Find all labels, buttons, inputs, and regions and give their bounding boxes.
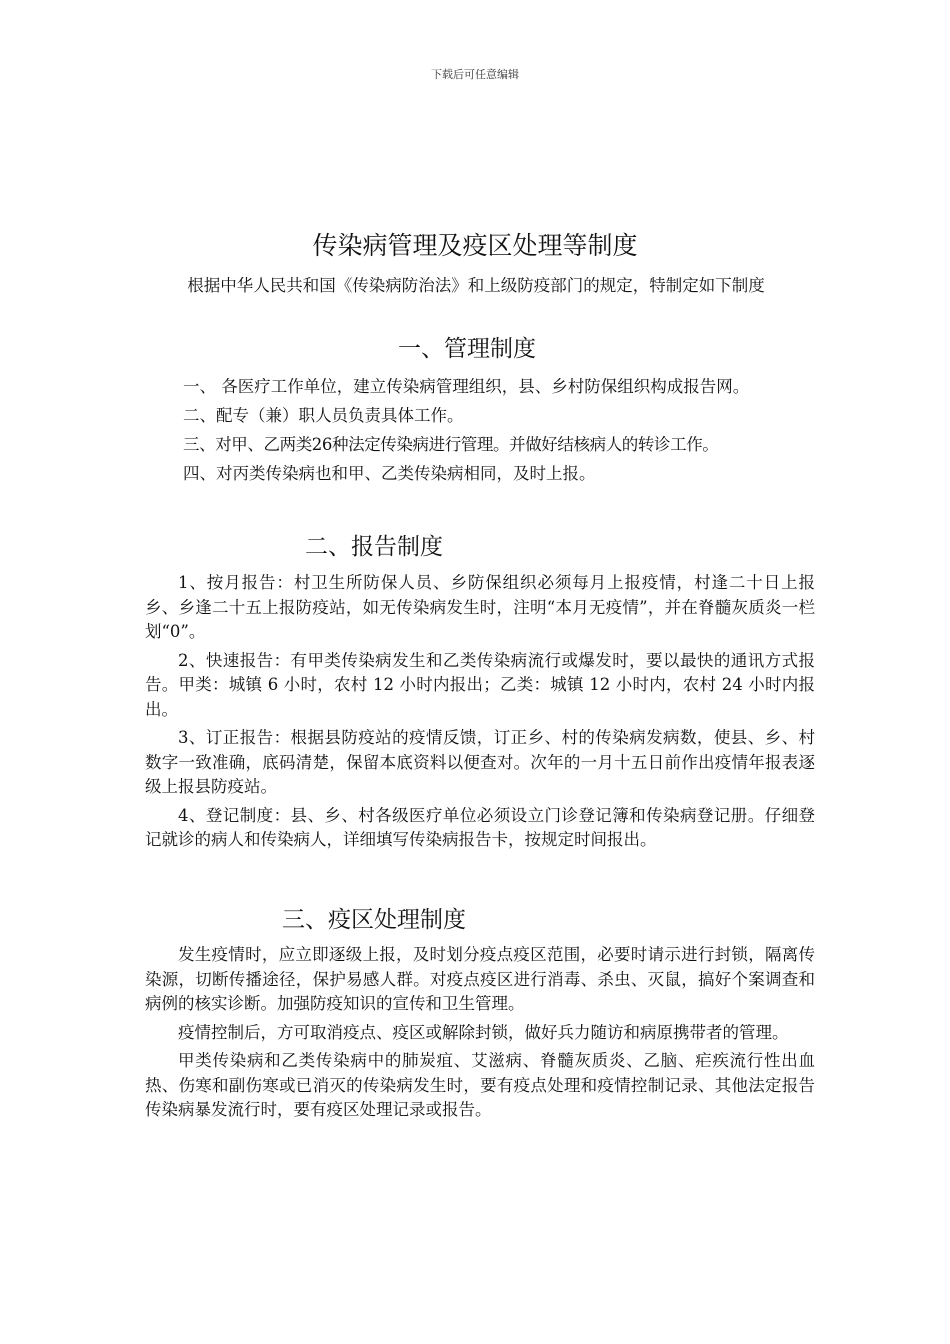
paragraph: 一、 各医疗工作单位，建立传染病管理组织，县、乡村防保组织构成报告网。 xyxy=(183,377,750,396)
section-heading-epidemic-area: 三、疫区处理制度 xyxy=(282,907,466,933)
paragraph: 四、对丙类传染病也和甲、乙类传染病相同，及时上报。 xyxy=(183,464,596,483)
document-intro: 根据中华人民共和国《传染病防治法》和上级防疫部门的规定，特制定如下制度 xyxy=(187,276,765,295)
paragraph: 疫情控制后，方可取消疫点、疫区或解除封锁，做好兵力随访和病原携带者的管理。 xyxy=(178,1022,789,1042)
section-body-reporting xyxy=(145,571,815,857)
paragraph: 3、订正报告：根据县防疫站的疫情反馈，订正乡、村的传染病发病数，使县、乡、村数字一致准确，底码清楚，保留本底资料以便查对。次年的一月十五日前作出疫情年报表逐级上报县防疫站。 xyxy=(145,728,815,796)
section-heading-reporting: 二、报告制度 xyxy=(305,534,443,560)
paragraph: 4、登记制度：县、乡、村各级医疗单位必须设立门诊登记簿和传染病登记册。仔细登记就诊的病人和传染病人，详细填写传染病报告卡，按规定时间报出。 xyxy=(145,805,815,849)
header-note: 下载后可任意编辑 xyxy=(431,68,519,81)
paragraph: 1、按月报告：村卫生所防保人员、乡防保组织必须每月上报疫情，村逢二十日上报乡、乡逢二十五上报防疫站，如无传染病发生时，注明“本月无疫情”，并在脊髓灰质炎一栏划“0”。 xyxy=(145,573,815,641)
document-title: 传染病管理及疫区处理等制度 xyxy=(312,231,638,260)
paragraph: 二、配专（兼）职人员负责具体工作。 xyxy=(183,406,464,425)
paragraph: 三、对甲、乙两类26种法定传染病进行管理。并做好结核病人的转诊工作。 xyxy=(183,435,719,454)
section-body-management xyxy=(145,374,815,490)
paragraph: 2、快速报告：有甲类传染病发生和乙类传染病流行或爆发时，要以最快的通讯方式报告。甲类：城镇 6 小时，农村 12 小时内报出；乙类：城镇 12 小时内，农村 24 小时内报出。 xyxy=(145,650,815,719)
section-body-epidemic-area xyxy=(145,943,815,1127)
paragraph: 甲类传染病和乙类传染病中的肺炭疽、艾滋病、脊髓灰质炎、乙脑、疟疾流行性出血热、伤寒和副伤寒或已消灭的传染病发生时，要有疫点处理和疫情控制记录、其他法定报告传染病暴发流行时，要有疫区处理记录或报告。 xyxy=(145,1051,815,1119)
paragraph: 发生疫情时，应立即逐级上报，及时划分疫点疫区范围，必要时请示进行封锁，隔离传染源，切断传播途径，保护易感人群。对疫点疫区进行消毒、杀虫、灭鼠，搞好个案调查和病例的核实诊断。加强防疫知识的宣传和卫生管理。 xyxy=(145,945,815,1013)
section-heading-management: 一、管理制度 xyxy=(398,336,536,362)
